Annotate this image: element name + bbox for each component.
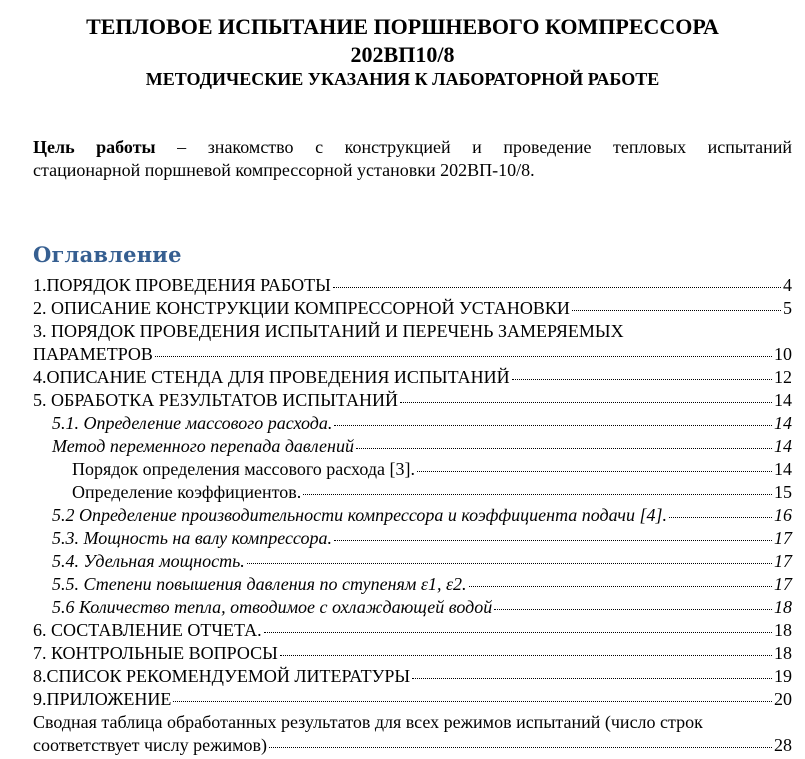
toc-entry[interactable]	[33, 711, 792, 734]
toc-leader	[412, 678, 772, 679]
toc-entry-text: 5.4. Удельная мощность.	[52, 551, 245, 571]
toc-entry-text: 4.ОПИСАНИЕ СТЕНДА ДЛЯ ПРОВЕДЕНИЯ ИСПЫТАНИЙ	[33, 367, 510, 387]
toc-entry-text: 8.СПИСОК РЕКОМЕНДУЕМОЙ ЛИТЕРАТУРЫ	[33, 666, 411, 686]
toc-entry[interactable]	[52, 596, 792, 619]
toc-leader	[334, 540, 772, 541]
toc-entry[interactable]	[52, 504, 792, 527]
toc-entry-text: 7. КОНТРОЛЬНЫЕ ВОПРОСЫ	[33, 643, 278, 663]
toc-entry-text: 9.ПРИЛОЖЕНИЕ	[33, 689, 172, 709]
toc-entry[interactable]	[33, 665, 792, 688]
toc-entry[interactable]	[52, 435, 792, 458]
toc-entry-page: 14	[774, 459, 792, 479]
toc-entry[interactable]	[52, 412, 792, 435]
toc-leader	[417, 471, 772, 472]
toc-leader	[264, 632, 772, 633]
toc-entry-page: 20	[774, 689, 792, 709]
toc-leader	[400, 402, 772, 403]
toc-entry[interactable]	[33, 366, 792, 389]
toc-entry-page: 16	[774, 505, 792, 525]
toc-leader	[173, 701, 772, 702]
toc-entry-page: 14	[774, 413, 792, 433]
toc-entry-text: 5.5. Степени повышения давления по ступеням ε1, ε2.	[52, 574, 467, 594]
toc-entry[interactable]	[33, 688, 792, 711]
toc-entry-text: 1.ПОРЯДОК ПРОВЕДЕНИЯ РАБОТЫ	[33, 275, 331, 295]
toc-entry-text: 5. ОБРАБОТКА РЕЗУЛЬТАТОВ ИСПЫТАНИЙ	[33, 390, 399, 410]
toc-leader	[155, 356, 772, 357]
toc-entry-page: 12	[774, 367, 792, 387]
toc-entry-page: 4	[783, 275, 792, 295]
toc-leader	[494, 609, 772, 610]
toc-entry-page: 18	[774, 597, 792, 617]
toc-entry[interactable]	[72, 481, 792, 504]
toc-leader	[334, 425, 772, 426]
toc-entry[interactable]	[52, 527, 792, 550]
toc-entry-text: ПАРАМЕТРОВ	[33, 344, 153, 364]
toc-leader	[356, 448, 772, 449]
toc-entry-text: 5.3. Мощность на валу компрессора.	[52, 528, 332, 548]
document-title: ТЕПЛОВОЕ ИСПЫТАНИЕ ПОРШНЕВОГО КОМПРЕССОРА	[86, 14, 719, 39]
toc-entry-page: 19	[774, 666, 792, 686]
toc-entry[interactable]	[33, 297, 792, 320]
toc-entry-text: Порядок определения массового расхода [3].	[72, 459, 415, 479]
toc-entry-text: соответствует числу режимов)	[33, 735, 268, 755]
toc-entry-page: 17	[774, 551, 792, 571]
goal-label: Цель работы	[33, 137, 156, 157]
toc-heading: Оглавление	[33, 242, 182, 267]
toc-entry-text: Метод переменного перепада давлений	[52, 436, 354, 456]
goal-text-line2: стационарной поршневой компрессорной установки 202ВП-10/8.	[33, 160, 535, 180]
toc-entry-page: 14	[774, 436, 792, 456]
toc-entry-text: 5.2 Определение производительности компрессора и коэффициента подачи [4].	[52, 505, 668, 525]
toc-leader	[280, 655, 772, 656]
goal-text-line1: – знакомство с конструкцией и проведение тепловых испытаний	[155, 137, 792, 157]
toc-entry[interactable]	[33, 619, 792, 642]
document-model: 202ВП10/8	[350, 42, 455, 67]
toc-entry-page: 15	[774, 482, 792, 502]
toc-entry[interactable]	[72, 458, 792, 481]
toc-entry[interactable]	[33, 320, 792, 343]
toc-entry[interactable]	[33, 642, 792, 665]
toc-entry-page: 14	[774, 390, 792, 410]
toc-entry[interactable]	[33, 343, 792, 366]
goal-paragraph	[33, 136, 792, 159]
toc-entry[interactable]	[52, 550, 792, 573]
toc-leader	[333, 287, 781, 288]
toc-entry-text: 3. ПОРЯДОК ПРОВЕДЕНИЯ ИСПЫТАНИЙ И ПЕРЕЧЕНЬ ЗАМЕРЯЕМЫХ	[33, 321, 624, 341]
toc-entry-text: 2. ОПИСАНИЕ КОНСТРУКЦИИ КОМПРЕССОРНОЙ УСТАНОВКИ	[33, 298, 570, 318]
toc-entry-page: 18	[774, 620, 792, 640]
toc-leader	[572, 310, 781, 311]
toc-entry[interactable]	[52, 573, 792, 596]
toc-entry-page: 28	[774, 735, 792, 755]
document-subtitle: МЕТОДИЧЕСКИЕ УКАЗАНИЯ К ЛАБОРАТОРНОЙ РАБОТЕ	[145, 69, 660, 89]
toc-entry-text: Сводная таблица обработанных результатов для всех режимов испытаний (число строк	[33, 712, 703, 732]
toc-leader	[669, 517, 772, 518]
toc-entry-text: 6. СОСТАВЛЕНИЕ ОТЧЕТА.	[33, 620, 262, 640]
toc-entry[interactable]	[33, 734, 792, 757]
toc-entry-text: 5.6 Количество тепла, отводимое с охлаждающей водой	[52, 597, 493, 617]
toc-entry-text: 5.1. Определение массового расхода.	[52, 413, 333, 433]
toc-entry[interactable]	[33, 389, 792, 412]
toc-entry-page: 18	[774, 643, 792, 663]
toc-leader	[269, 747, 772, 748]
toc-leader	[512, 379, 772, 380]
toc-entry-page: 17	[774, 574, 792, 594]
toc-entry-page: 17	[774, 528, 792, 548]
toc-leader	[247, 563, 772, 564]
toc-entry-page: 5	[783, 298, 792, 318]
toc-leader	[469, 586, 772, 587]
toc-entry-text: Определение коэффициентов.	[72, 482, 302, 502]
toc-entry-page: 10	[774, 344, 792, 364]
toc-leader	[303, 494, 772, 495]
toc-entry[interactable]	[33, 274, 792, 297]
